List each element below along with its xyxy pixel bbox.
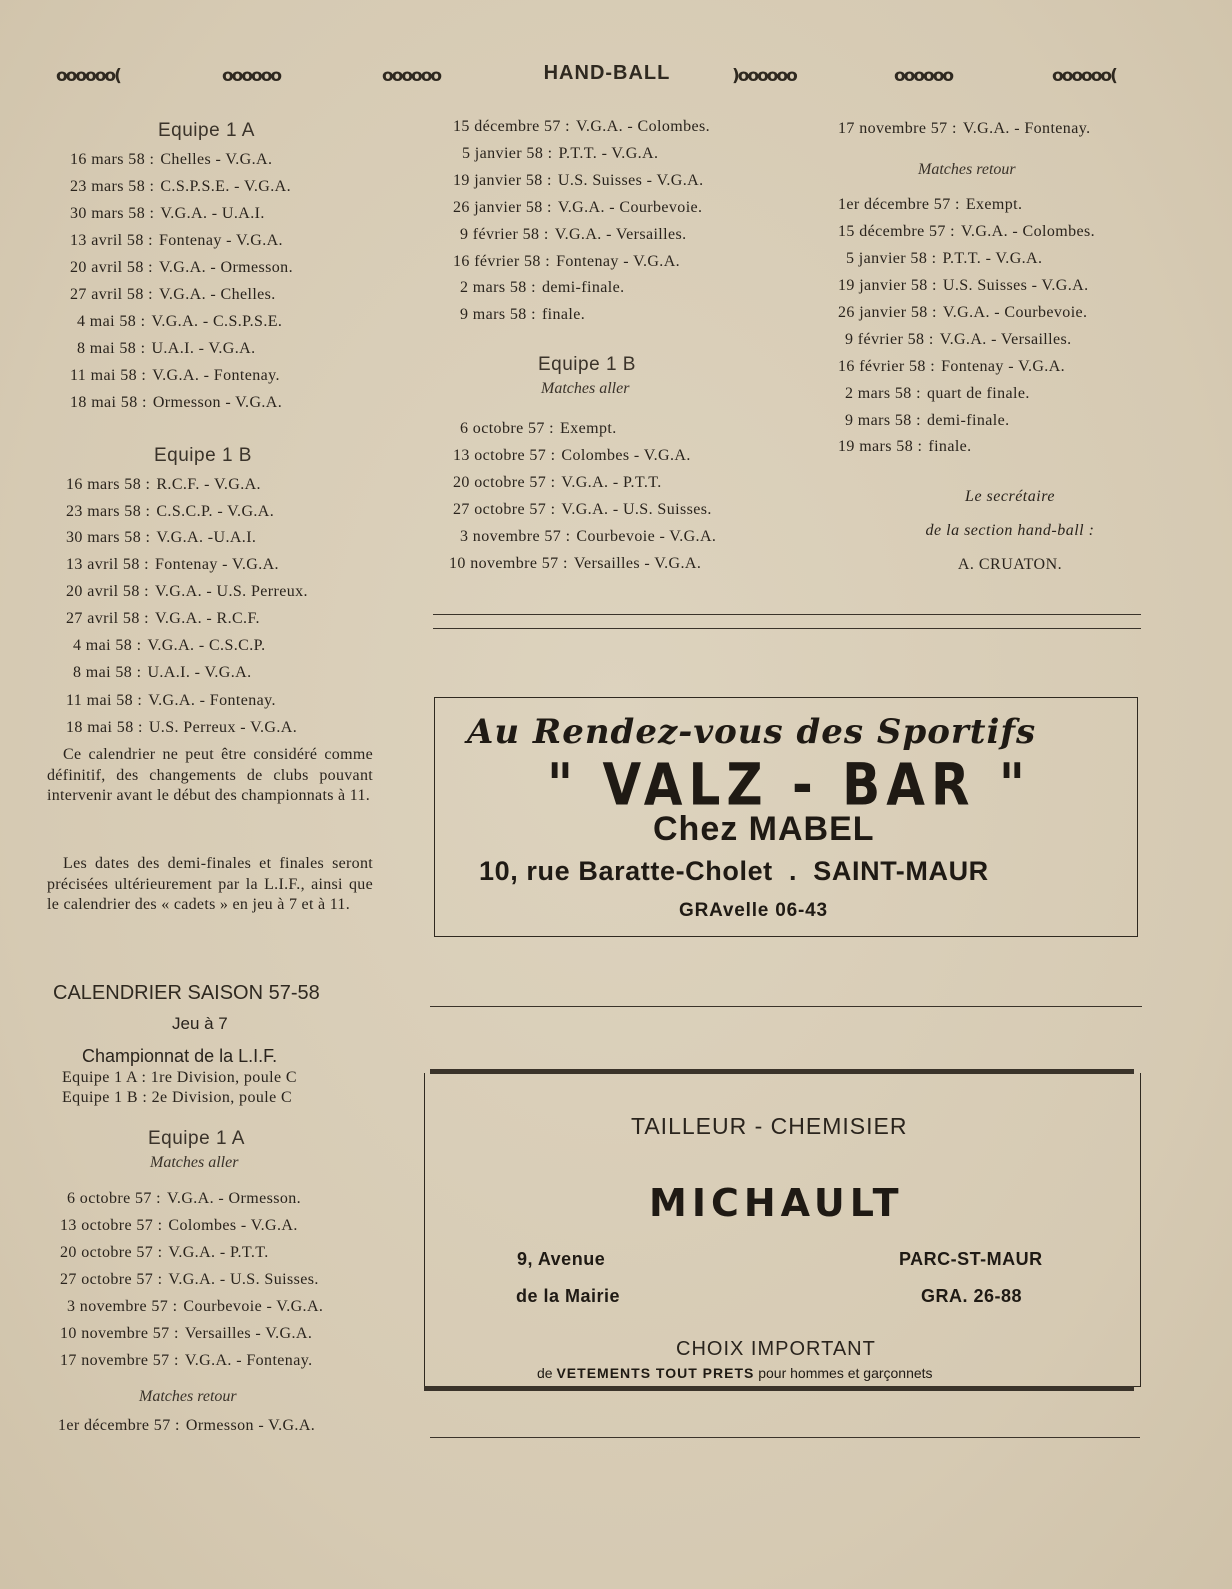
match-teams: V.G.A. - Versailles. [939,331,1072,348]
ad-trade: TAILLEUR - CHEMISIER [631,1113,908,1139]
match-date: 23 mars 58 : [66,503,151,520]
schedule-row [73,637,266,655]
schedule-row [838,196,1022,214]
calendar-subtitle: Jeu à 7 [172,1014,228,1033]
match-teams: V.G.A. - P.T.T. [168,1244,269,1261]
schedule-row [60,1352,312,1370]
match-date: 2 mars 58 : [460,279,536,296]
match-teams: U.S. Suisses - V.G.A. [557,172,704,189]
match-date: 9 février 58 : [845,331,934,348]
ad-address: 9, Avenue [517,1249,606,1269]
match-date: 20 avril 58 : [70,259,153,276]
divider [424,1386,1134,1391]
match-date: 20 octobre 57 : [60,1244,163,1261]
schedule-row [58,1417,315,1435]
match-teams: V.G.A. - Fontenay. [152,367,280,384]
match-teams: U.S. Perreux - V.G.A. [148,719,298,736]
match-date: 4 mai 58 : [73,637,142,654]
match-date: 9 mars 58 : [460,306,536,323]
notice-text: Les dates des demi-finales et finales seront précisées ultérieurement par la L.I.F., ainsi que le calendrier des « cadets » en jeu à 7 et à 11. [47,855,373,913]
match-date: 9 mars 58 : [845,412,921,429]
schedule-row [67,1298,323,1316]
match-date: 27 octobre 57 : [453,501,556,518]
schedule-row [845,412,1010,430]
match-teams: Fontenay - V.G.A. [158,232,283,249]
match-date: 10 novembre 57 : [449,555,568,572]
match-date: 18 mai 58 : [70,394,147,411]
match-date: 15 décembre 57 : [838,223,956,240]
match-date: 17 novembre 57 : [60,1352,179,1369]
schedule-row [460,226,687,244]
schedule-row [460,420,617,438]
schedule-row [60,1217,298,1235]
schedule-row [66,503,274,521]
ad-tagline: Au Rendez-vous des Sportifs [467,712,1037,752]
match-teams: C.S.C.P. - V.G.A. [156,503,275,520]
advertisement-valz-bar [434,697,1138,937]
schedule-row [66,556,279,574]
match-teams: Versailles - V.G.A. [573,555,702,572]
schedule-row [838,223,1095,241]
match-date: 27 avril 58 : [66,610,149,627]
schedule-row [66,610,260,628]
match-teams: U.A.I. - V.G.A. [147,664,252,681]
match-date: 9 février 58 : [460,226,549,243]
match-teams: P.T.T. - V.G.A. [942,250,1043,267]
schedule-row [70,259,293,277]
ornament-decoration: )oooooo [732,66,796,86]
match-teams: finale. [541,306,586,323]
division-line: Equipe 1 B : 2e Division, poule C [62,1089,293,1106]
notice-paragraph [47,745,373,807]
match-teams: Fontenay - V.G.A. [941,358,1066,375]
match-teams: R.C.F. - V.G.A. [156,476,261,493]
match-teams: V.G.A. - U.S. Perreux. [154,583,308,600]
match-date: 8 mai 58 : [77,340,146,357]
match-teams: finale. [928,438,972,455]
championship-heading: Championnat de la L.I.F. [82,1046,278,1066]
match-date: 1er décembre 57 : [838,196,960,213]
section-subtitle: Matches retour [139,1388,237,1405]
match-date: 3 novembre 57 : [67,1298,178,1315]
schedule-row [70,232,283,250]
match-teams: V.G.A. - Ormesson. [158,259,293,276]
match-date: 5 janvier 58 : [462,145,553,162]
section-subtitle: Matches retour [918,161,1016,178]
ornament-decoration: oooooo [222,66,281,86]
divider [433,614,1141,615]
match-date: 2 mars 58 : [845,385,921,402]
match-date: 27 octobre 57 : [60,1271,163,1288]
ad-phone: GRAvelle 06-43 [679,900,828,921]
section-title: Equipe 1 A [148,1128,245,1149]
match-teams: Colombes - V.G.A. [168,1217,298,1234]
match-date: 11 mai 58 : [66,692,143,709]
schedule-row [460,279,625,297]
match-teams: Ormesson - V.G.A. [185,1417,316,1434]
match-date: 1er décembre 57 : [58,1417,180,1434]
match-date: 13 avril 58 : [70,232,153,249]
schedule-row [453,118,710,136]
section-title: Equipe 1 B [154,445,252,466]
divider [430,1006,1142,1007]
match-date: 27 avril 58 : [70,286,153,303]
match-date: 8 mai 58 : [73,664,142,681]
schedule-row [67,1190,301,1208]
schedule-row [70,151,272,169]
match-teams: V.G.A. -U.A.I. [156,529,257,546]
match-date: 30 mars 58 : [66,529,151,546]
signature-line: de la section hand-ball : [925,522,1095,539]
schedule-row [66,476,261,494]
ad-shop-name: MICHAULT [649,1181,904,1225]
match-teams: U.S. Suisses - V.G.A. [942,277,1089,294]
ad-address: de la Mairie [516,1286,621,1306]
schedule-row [453,199,702,217]
signature-name: A. CRUATON. [957,556,1063,573]
calendar-title: CALENDRIER SAISON 57-58 [53,982,320,1004]
schedule-row [77,313,282,331]
match-date: 13 octobre 57 : [453,447,556,464]
match-teams: V.G.A. - U.A.I. [160,205,265,222]
schedule-row [838,304,1087,322]
match-date: 16 février 58 : [453,253,551,270]
match-date: 3 novembre 57 : [460,528,571,545]
schedule-row [60,1244,269,1262]
match-teams: V.G.A. - Colombes. [961,223,1096,240]
match-date: 30 mars 58 : [70,205,155,222]
schedule-row [453,447,691,465]
notice-paragraph [47,854,373,916]
match-date: 13 octobre 57 : [60,1217,163,1234]
divider [433,628,1141,629]
section-title: Equipe 1 B [538,354,636,375]
ornament-decoration: oooooo [894,66,953,86]
match-date: 15 décembre 57 : [453,118,571,135]
division-line: Equipe 1 A : 1re Division, poule C [62,1069,297,1086]
schedule-row [460,528,716,546]
page-header [52,62,1150,90]
ad-clothing-text: pour hommes et garçonnets [758,1365,933,1381]
match-date: 26 janvier 58 : [453,199,552,216]
match-teams: Courbevoie - V.G.A. [183,1298,324,1315]
match-teams: V.G.A. - Fontenay. [962,120,1091,137]
schedule-row [453,253,680,271]
match-date: 13 avril 58 : [66,556,149,573]
match-date: 5 janvier 58 : [846,250,937,267]
ad-town: PARC-ST-MAUR [899,1249,1043,1269]
match-date: 4 mai 58 : [77,313,146,330]
match-date: 23 mars 58 : [70,178,155,195]
schedule-row [453,474,662,492]
schedule-row [60,1325,312,1343]
schedule-row [73,664,252,682]
schedule-row [66,529,256,547]
schedule-row [70,205,265,223]
match-date: 16 mars 58 : [66,476,151,493]
ornament-decoration: oooooo( [1052,66,1116,86]
match-date: 16 février 58 : [838,358,936,375]
match-teams: quart de finale. [926,385,1030,402]
match-teams: V.G.A. - P.T.T. [561,474,662,491]
ad-address: 10, rue Baratte-Cholet . SAINT-MAUR [479,856,989,886]
match-teams: V.G.A. - Ormesson. [167,1190,302,1207]
schedule-row [66,719,297,737]
schedule-row [70,394,282,412]
match-teams: V.G.A. - C.S.P.S.E. [151,313,283,330]
schedule-row [70,286,276,304]
ad-bar-name: " VALZ - BAR " [547,751,1031,819]
ad-choice: CHOIX IMPORTANT [676,1338,876,1360]
match-teams: V.G.A. - Courbevoie. [942,304,1088,321]
section-title: Equipe 1 A [158,120,255,141]
match-teams: U.A.I. - V.G.A. [151,340,256,357]
match-date: 11 mai 58 : [70,367,147,384]
signature-line: Le secrétaire [965,488,1055,505]
ad-clothing-line [537,1365,933,1381]
match-teams: V.G.A. - C.S.C.P. [147,637,266,654]
advertisement-michault [424,1073,1141,1387]
match-date: 19 janvier 58 : [453,172,552,189]
match-date: 20 avril 58 : [66,583,149,600]
match-teams: demi-finale. [541,279,625,296]
divider [430,1437,1140,1438]
match-teams: V.G.A. - U.S. Suisses. [168,1271,319,1288]
ornament-decoration: oooooo( [56,66,120,86]
page-title: HAND-BALL [543,62,671,84]
match-teams: V.G.A. - Versailles. [554,226,687,243]
schedule-row [453,172,704,190]
schedule-row [838,438,972,456]
ad-clothing-bold: VETEMENTS TOUT PRETS [556,1365,755,1381]
schedule-row [66,583,308,601]
match-teams: Exempt. [965,196,1023,213]
match-teams: C.S.P.S.E. - V.G.A. [160,178,291,195]
match-teams: Courbevoie - V.G.A. [576,528,717,545]
schedule-row [70,367,280,385]
schedule-row [462,145,658,163]
match-date: 26 janvier 58 : [838,304,937,321]
match-date: 10 novembre 57 : [60,1325,179,1342]
schedule-row [453,501,712,519]
section-subtitle: Matches aller [541,380,630,397]
match-date: 20 octobre 57 : [453,474,556,491]
match-teams: V.G.A. - R.C.F. [154,610,260,627]
ornament-decoration: oooooo [382,66,441,86]
schedule-row [845,385,1030,403]
match-teams: P.T.T. - V.G.A. [558,145,659,162]
match-teams: demi-finale. [926,412,1010,429]
schedule-row [845,331,1072,349]
match-date: 18 mai 58 : [66,719,143,736]
match-teams: Chelles - V.G.A. [160,151,273,168]
schedule-row [449,555,701,573]
schedule-row [60,1271,319,1289]
ad-owner: Chez MABEL [653,810,875,848]
schedule-row [838,358,1065,376]
match-teams: V.G.A. - Fontenay. [148,692,276,709]
ad-clothing-text: de [537,1365,553,1381]
match-teams: Colombes - V.G.A. [561,447,691,464]
match-teams: Fontenay - V.G.A. [154,556,279,573]
match-teams: Exempt. [560,420,617,437]
match-date: 6 octobre 57 : [460,420,555,437]
schedule-row [66,692,276,710]
ad-phone: GRA. 26-88 [921,1286,1023,1306]
match-date: 16 mars 58 : [70,151,155,168]
section-subtitle: Matches aller [150,1154,239,1171]
schedule-row [838,120,1090,138]
schedule-row [838,277,1089,295]
schedule-row [460,306,585,324]
match-teams: V.G.A. - Courbevoie. [557,199,703,216]
match-date: 19 mars 58 : [838,438,923,455]
match-teams: Ormesson - V.G.A. [152,394,283,411]
match-teams: V.G.A. - Fontenay. [184,1352,313,1369]
match-teams: Fontenay - V.G.A. [556,253,681,270]
match-teams: V.G.A. - U.S. Suisses. [561,501,712,518]
match-teams: Versailles - V.G.A. [184,1325,313,1342]
match-date: 6 octobre 57 : [67,1190,162,1207]
schedule-row [846,250,1042,268]
match-date: 17 novembre 57 : [838,120,957,137]
match-teams: V.G.A. - Colombes. [576,118,711,135]
notice-text: Ce calendrier ne peut être considéré comme définitif, des changements de clubs pouvant intervenir avant le début des championnats à 11. [47,746,373,804]
match-date: 19 janvier 58 : [838,277,937,294]
schedule-row [77,340,256,358]
schedule-row [70,178,291,196]
match-teams: V.G.A. - Chelles. [158,286,276,303]
